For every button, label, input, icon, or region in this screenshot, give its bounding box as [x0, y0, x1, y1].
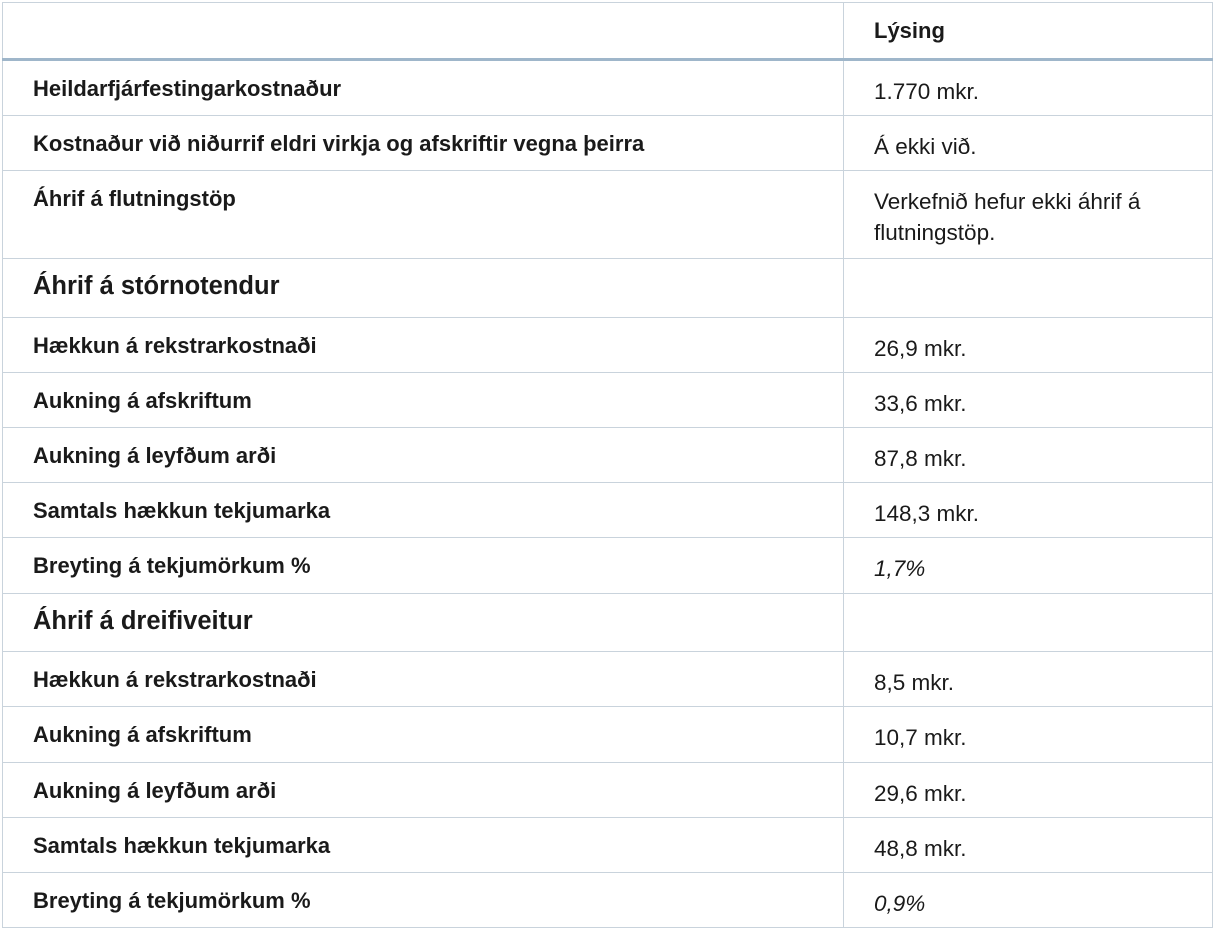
- table-row: [3, 373, 1213, 428]
- row-label: Hækkun á rekstrarkostnaði: [3, 318, 844, 373]
- cost-table: [2, 2, 1213, 928]
- row-value: 48,8 mkr.: [844, 818, 1213, 873]
- header-lysing: Lýsing: [844, 3, 1213, 60]
- table-row: [3, 483, 1213, 538]
- row-label: Breyting á tekjumörkum %: [3, 538, 844, 594]
- table-row: [3, 171, 1213, 259]
- row-label: Heildarfjárfestingarkostnaður: [3, 60, 844, 116]
- table-row: [3, 116, 1213, 171]
- header-empty-cell: [3, 3, 844, 60]
- section-title: Áhrif á stórnotendur: [3, 259, 844, 318]
- row-value: 148,3 mkr.: [844, 483, 1213, 538]
- row-value: [844, 259, 1213, 318]
- row-value: 1.770 mkr.: [844, 60, 1213, 116]
- row-value: 29,6 mkr.: [844, 763, 1213, 818]
- table-row: [3, 428, 1213, 483]
- row-label: Aukning á leyfðum arði: [3, 763, 844, 818]
- table-row: [3, 538, 1213, 594]
- section-row: [3, 259, 1213, 318]
- row-value: Á ekki við.: [844, 116, 1213, 171]
- row-value: 87,8 mkr.: [844, 428, 1213, 483]
- table-row: [3, 318, 1213, 373]
- table-row: [3, 763, 1213, 818]
- row-label: Aukning á afskriftum: [3, 373, 844, 428]
- row-value: 8,5 mkr.: [844, 652, 1213, 707]
- section-title: Áhrif á dreifiveitur: [3, 594, 844, 652]
- row-label: Breyting á tekjumörkum %: [3, 873, 844, 928]
- section-row: [3, 594, 1213, 652]
- row-label: Hækkun á rekstrarkostnaði: [3, 652, 844, 707]
- table-row: [3, 60, 1213, 116]
- row-value: 0,9%: [844, 873, 1213, 928]
- row-label: Áhrif á flutningstöp: [3, 171, 844, 259]
- row-value: 1,7%: [844, 538, 1213, 594]
- row-label: Aukning á leyfðum arði: [3, 428, 844, 483]
- row-value: 33,6 mkr.: [844, 373, 1213, 428]
- row-label: Aukning á afskriftum: [3, 707, 844, 763]
- row-value: 10,7 mkr.: [844, 707, 1213, 763]
- row-label: Samtals hækkun tekjumarka: [3, 483, 844, 538]
- table-row: [3, 707, 1213, 763]
- row-value: 26,9 mkr.: [844, 318, 1213, 373]
- table-row: [3, 652, 1213, 707]
- row-value: [844, 594, 1213, 652]
- row-value: Verkefnið hefur ekki áhrif á flutningstöp.: [844, 171, 1213, 259]
- row-label: Samtals hækkun tekjumarka: [3, 818, 844, 873]
- table-header-row: [3, 3, 1213, 60]
- table-row: [3, 873, 1213, 928]
- table-row: [3, 818, 1213, 873]
- row-label: Kostnaður við niðurrif eldri virkja og afskriftir vegna þeirra: [3, 116, 844, 171]
